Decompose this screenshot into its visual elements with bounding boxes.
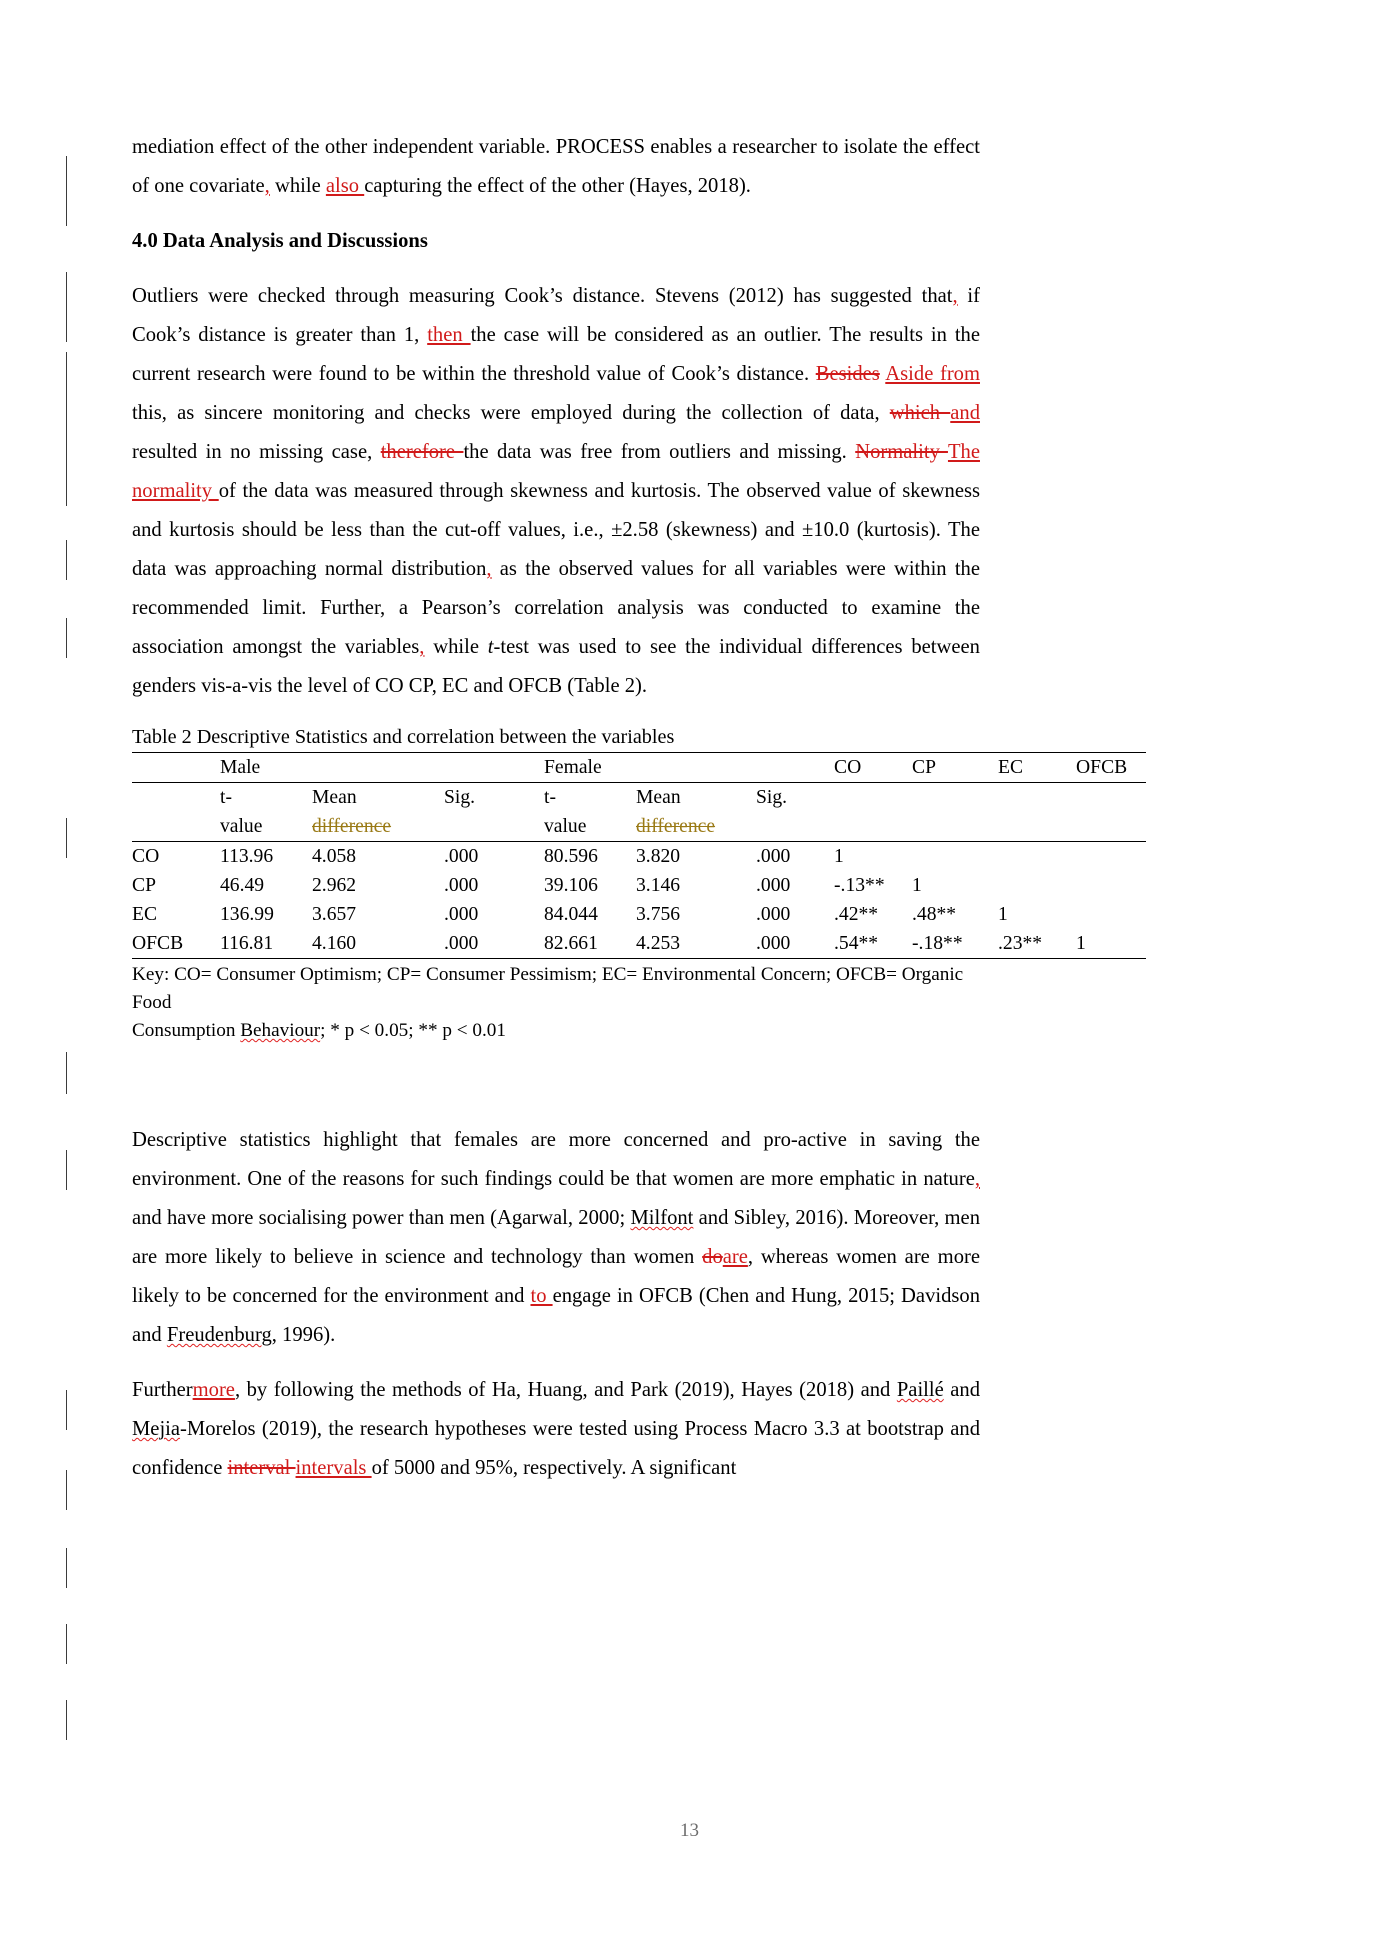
inserted-comma: ,	[486, 558, 492, 580]
paragraph-descriptive-stats	[132, 1121, 980, 1355]
table-sub-header-row-1	[132, 783, 1146, 813]
text-run: , 1996).	[271, 1324, 336, 1346]
inserted-text-to: to	[530, 1285, 553, 1307]
inserted-text-are: are	[722, 1246, 748, 1268]
cell-ofcb	[1076, 842, 1146, 872]
sub-header-co-blank2	[834, 812, 912, 842]
sub-header-female-sig-blank	[756, 812, 834, 842]
spellcheck-word-paille: Paillé	[896, 1379, 944, 1401]
sub-header-ec-blank2	[998, 812, 1076, 842]
table-caption: Table 2 Descriptive Statistics and correlation between the variables	[132, 726, 675, 748]
change-bar	[66, 818, 67, 858]
change-bar	[66, 352, 67, 506]
sub-header-male-mean: Mean	[312, 787, 357, 808]
table-sub-header-row-2	[132, 812, 1146, 842]
text-run: mediation effect of the other independent variable. PROCESS enables a researcher to isolate the effect of one covariate	[132, 136, 980, 197]
cell-ec	[998, 842, 1076, 872]
inserted-text-also: also	[325, 175, 365, 197]
cell-variable: CO	[132, 846, 160, 867]
table-note-line2-prefix: Consumption	[132, 1020, 241, 1041]
cell-cp: 1	[912, 875, 922, 896]
inserted-text-then: then	[427, 324, 471, 346]
change-bar	[66, 1548, 67, 1588]
cell-male-t: 113.96	[220, 846, 274, 867]
sub-header-female-mean: Mean	[636, 787, 681, 808]
cell-female-mean: 3.756	[636, 904, 681, 925]
text-run: -Morelos (2019), the research hypotheses were tested using Process Macro 3.3 at bootstrap and confidence	[132, 1418, 980, 1479]
text-run: engage in OFCB (Chen and Hung, 2015; Davidson and	[132, 1285, 980, 1346]
section-heading: 4.0 Data Analysis and Discussions	[132, 230, 428, 252]
sub-header-male-t: t-	[220, 787, 232, 808]
text-run: Further	[132, 1379, 193, 1401]
text-run: the case will be considered as an outlier. The results in the current research were found to be within the threshold value of Cook’s distance.	[132, 324, 980, 385]
sub-header-ofcb-blank2	[1076, 812, 1146, 842]
text-run: -test was used to see the individual differences between genders vis-a-vis the level of CO CP, EC and OFCB (Table 2).	[132, 636, 980, 697]
table-note-line1: Key: CO= Consumer Optimism; CP= Consumer Pessimism; EC= Environmental Concern; OFCB= Organic Food	[132, 964, 964, 1013]
text-run: resulted in no missing case,	[132, 441, 381, 463]
change-bar	[66, 1470, 67, 1510]
change-bar	[66, 272, 67, 342]
cell-co: 1	[834, 846, 844, 867]
table-group-header-row	[132, 753, 1146, 783]
cell-female-t: 82.661	[544, 929, 636, 959]
text-run: the data was free from outliers and missing.	[463, 441, 856, 463]
deleted-text-which: which	[889, 402, 951, 424]
table-row	[132, 871, 1146, 900]
sub-header-blank2	[132, 812, 220, 842]
sub-header-blank	[132, 783, 220, 813]
change-bar	[66, 1700, 67, 1740]
change-bar	[66, 540, 67, 580]
sub-header-female-sig: Sig.	[756, 787, 788, 808]
group-header-co: CO	[834, 753, 912, 783]
paragraph-continuation	[132, 128, 980, 206]
cell-co: .42**	[834, 904, 879, 925]
paragraph-gap	[132, 706, 980, 722]
sub-header-co-blank	[834, 783, 912, 813]
text-run: Descriptive statistics highlight that females are more concerned and pro-active in saving the environment. One of the reasons for such findings could be that women are more emphatic in nature	[132, 1129, 980, 1190]
deleted-text-normality: Normality	[855, 441, 948, 463]
cell-male-sig: .000	[444, 929, 544, 959]
deleted-text-interval: interval	[227, 1457, 296, 1479]
sub-header-female-value: value	[544, 812, 636, 842]
text-run: as the observed values for all variables were within the recommended limit. Further, a Pearson’s correlation analysis was conducted to examine the association amongst the variables	[132, 558, 980, 658]
text-run: Outliers were checked through measuring Cook’s distance. Stevens (2012) has suggested that	[132, 285, 953, 307]
cell-female-mean: 4.253	[636, 929, 756, 959]
cell-male-sig: .000	[444, 846, 479, 867]
cell-female-sig: .000	[756, 875, 791, 896]
cell-female-t: 80.596	[544, 846, 598, 867]
cell-female-sig: .000	[756, 846, 791, 867]
spellcheck-word-behaviour: Behaviour	[240, 1020, 321, 1041]
page-content	[132, 128, 1128, 1488]
cell-female-mean: 3.820	[636, 846, 681, 867]
paragraph-gap	[132, 206, 980, 222]
inserted-text-aside-from: Aside from	[885, 363, 980, 385]
spellcheck-word-mejia: Mejia	[132, 1418, 181, 1440]
change-bar	[66, 618, 67, 658]
paragraph-gap	[132, 1355, 980, 1371]
cell-female-sig: .000	[756, 929, 834, 959]
change-bar	[66, 1624, 67, 1664]
cell-ofcb	[1076, 871, 1146, 900]
cell-ec	[998, 871, 1076, 900]
paragraph-gap	[132, 1083, 980, 1121]
change-bar	[66, 1390, 67, 1430]
group-header-blank	[132, 753, 220, 783]
change-bar	[66, 156, 67, 226]
group-header-cp: CP	[912, 753, 998, 783]
cell-ec: 1	[998, 904, 1008, 925]
page-number: 13	[680, 1820, 699, 1841]
table-row	[132, 929, 1146, 959]
inserted-text-more: more	[192, 1379, 235, 1401]
sub-header-female-t: t-	[544, 787, 556, 808]
cell-variable: CP	[132, 875, 156, 896]
sub-header-male-sig: Sig.	[444, 787, 476, 808]
cell-female-t: 84.044	[544, 904, 598, 925]
text-run: , whereas women are more likely to be concerned for the environment and	[132, 1246, 980, 1307]
table-row	[132, 842, 1146, 872]
sub-header-cp-blank	[912, 783, 998, 813]
cell-female-t: 39.106	[544, 875, 598, 896]
text-run: if Cook’s distance is greater than 1,	[132, 285, 980, 346]
sub-header-ofcb-blank	[1076, 783, 1146, 813]
text-run: and Sibley, 2016). Moreover, men are more likely to believe in science and technology than women	[132, 1207, 980, 1268]
table-note	[132, 961, 980, 1045]
group-header-ec: EC	[998, 753, 1076, 783]
spellcheck-word-freudenburg: Freudenburg	[166, 1324, 272, 1346]
cell-ofcb: 1	[1076, 929, 1146, 959]
deleted-text-besides: Besides	[815, 363, 880, 385]
cell-male-mean: 2.962	[312, 875, 357, 896]
inserted-comma: ,	[952, 285, 958, 307]
cell-male-mean: 4.160	[312, 929, 444, 959]
cell-cp	[912, 842, 998, 872]
inserted-text-intervals: intervals	[295, 1457, 372, 1479]
cell-variable: OFCB	[132, 929, 220, 959]
cell-variable: EC	[132, 904, 158, 925]
text-run: this, as sincere monitoring and checks were employed during the collection of data,	[132, 402, 890, 424]
paragraph-data-analysis	[132, 277, 980, 706]
sub-header-ec-blank	[998, 783, 1076, 813]
inserted-text-and: and	[950, 402, 980, 424]
cell-cp: -.18**	[912, 929, 998, 959]
paragraph-gap	[132, 261, 980, 277]
deleted-text-do: do	[702, 1246, 723, 1268]
cell-male-mean: 3.657	[312, 904, 357, 925]
text-run: of 5000 and 95%, respectively. A significant	[371, 1457, 737, 1479]
table-row	[132, 900, 1146, 929]
cell-male-sig: .000	[444, 875, 479, 896]
text-run: while	[424, 636, 488, 658]
cell-co: .54**	[834, 929, 912, 959]
deleted-text-difference-male: difference	[312, 812, 444, 842]
cell-male-mean: 4.058	[312, 846, 357, 867]
cell-male-t: 116.81	[220, 929, 312, 959]
table-note-line2-suffix: ; * p < 0.05; ** p < 0.01	[320, 1020, 506, 1041]
inserted-text-the-normality: The normality	[132, 441, 980, 502]
cell-male-t: 46.49	[220, 875, 265, 896]
sub-header-male-value: value	[220, 812, 312, 842]
italic-t: t	[487, 636, 494, 658]
text-run: , by following the methods of Ha, Huang, and Park (2019), Hayes (2018) and	[234, 1379, 897, 1401]
paragraph-gap	[132, 1045, 980, 1083]
text-run: of the data was measured through skewness and kurtosis. The observed value of skewness and kurtosis should be less than the cut-off values, i.e., ±2.58 (skewness) and ±10.0 (kurtosis). The data was approaching normal distribution	[132, 480, 980, 580]
paragraph-furthermore	[132, 1371, 980, 1488]
cell-male-t: 136.99	[220, 904, 274, 925]
cell-ofcb	[1076, 900, 1146, 929]
inserted-comma: ,	[264, 175, 270, 197]
cell-male-sig: .000	[444, 904, 479, 925]
deleted-text-difference-female: difference	[636, 812, 756, 842]
cell-cp: .48**	[912, 904, 957, 925]
group-header-male: Male	[220, 753, 544, 783]
text-run: capturing the effect of the other (Hayes, 2018).	[364, 175, 751, 197]
text-run: and	[943, 1379, 980, 1401]
cell-co: -.13**	[834, 875, 885, 896]
group-header-female: Female	[544, 753, 834, 783]
group-header-ofcb: OFCB	[1076, 753, 1146, 783]
cell-ec: .23**	[998, 929, 1076, 959]
sub-header-cp-blank2	[912, 812, 998, 842]
change-bar	[66, 1052, 67, 1094]
spellcheck-word-milfont: Milfont	[630, 1207, 694, 1229]
sub-header-male-sig-blank	[444, 812, 544, 842]
text-run: and have more socialising power than men (Agarwal, 2000;	[132, 1207, 631, 1229]
descriptive-statistics-table	[132, 752, 1146, 959]
inserted-comma: ,	[974, 1168, 980, 1190]
deleted-text-therefore: therefore	[380, 441, 464, 463]
text-run: while	[269, 175, 326, 197]
cell-female-mean: 3.146	[636, 875, 681, 896]
change-bar	[66, 1150, 67, 1190]
cell-female-sig: .000	[756, 904, 791, 925]
inserted-comma: ,	[419, 636, 425, 658]
